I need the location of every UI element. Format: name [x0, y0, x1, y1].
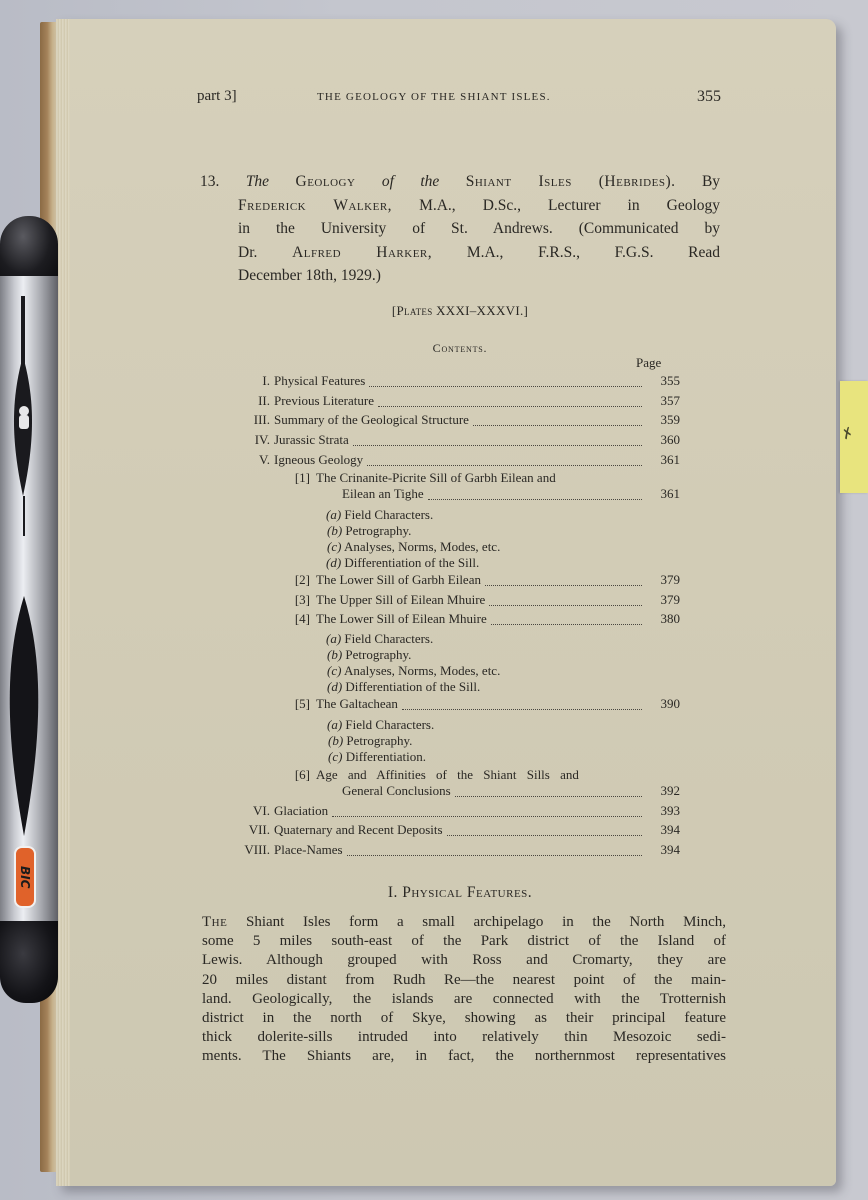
body-line: district in the north of Skye, showing as their principal feature [202, 1010, 726, 1027]
toc-entry: [5] The Galtachean 390 [294, 696, 680, 711]
part-label: part 3] [197, 88, 237, 104]
body-line: 20 miles distant from Rudh Re—the nearest point of the main- [202, 971, 726, 988]
body-line: ments. The Shiants are, in fact, the northernmost representatives [202, 1048, 726, 1065]
toc-entry: VII. Quaternary and Recent Deposits 394 [248, 822, 680, 837]
toc-subentry: (b) Petrography. [327, 647, 412, 662]
leader-dots [473, 425, 642, 426]
toc-subentry: (b) Petrography. [328, 733, 413, 748]
handwritten-mark: ✗ [839, 424, 857, 444]
page-number: 355 [697, 88, 721, 105]
body-line: The Shiant Isles form a small archipelago in the North Minch, [202, 914, 726, 930]
toc-subentry: (a) Field Characters. [326, 631, 434, 646]
body-line: thick dolerite-sills intruded into relatively thin Mesozoic sedi- [202, 1029, 726, 1046]
leader-dots [347, 855, 642, 856]
toc-entry: [4] The Lower Sill of Eilean Mhuire 380 [294, 611, 680, 626]
pen-grip-icon [4, 596, 44, 836]
ballpoint-pen [0, 216, 60, 1002]
toc-subentry: (c) Differentiation. [328, 749, 426, 764]
body-paragraph [202, 913, 726, 1067]
leader-dots [353, 445, 642, 446]
toc-entry: II. Previous Literature 357 [258, 393, 680, 408]
toc-subentry: (a) Field Characters. [326, 507, 434, 522]
leader-dots [367, 465, 642, 466]
toc-entry: [3] The Upper Sill of Eilean Mhuire 379 [294, 592, 680, 607]
toc-subentry: (d) Differentiation of the Sill. [327, 679, 481, 694]
contents-heading: Contents. [432, 341, 488, 355]
title-line-4: Dr. Alfred Harker, M.A., F.R.S., F.G.S. Read [238, 243, 720, 261]
plates-reference: [Plates XXXI–XXXVI.] [391, 303, 529, 318]
sticky-note [840, 381, 868, 493]
title-line-3: in the University of St. Andrews. (Communicated by [238, 220, 720, 237]
communicator-name: Alfred Harker, [292, 243, 433, 261]
body-line: land. Geologically, the islands are connected with the Trotternish [202, 990, 726, 1007]
lead-word: The [202, 914, 228, 930]
leader-dots [491, 624, 642, 625]
toc-entry: [1] The Crinanite-Picrite Sill of Garbh Eilean and [294, 470, 556, 485]
toc-entry: VIII. Place-Names 394 [244, 842, 680, 857]
toc-entry: III. Summary of the Geological Structure 359 [253, 412, 680, 427]
toc-entry: VI. Glaciation 393 [253, 803, 680, 818]
toc-entry: [6] Age and Affinities of the Shiant Sills and [294, 767, 579, 782]
title-line-1: 13. The Geology of the Shiant Isles (Hebrides). By [200, 173, 721, 190]
running-title: THE GEOLOGY OF THE SHIANT ISLES. [317, 91, 551, 103]
leader-dots [489, 605, 642, 606]
pen-cap [0, 216, 58, 284]
leader-dots [402, 709, 642, 710]
leader-dots [485, 585, 642, 586]
page-column-header: Page [636, 355, 662, 370]
leader-dots [369, 386, 642, 387]
toc-entry: V. Igneous Geology 361 [259, 452, 680, 467]
pen-clip-icon [10, 296, 36, 536]
toc-entry: IV. Jurassic Strata 360 [254, 432, 680, 447]
author-name: Frederick Walker, [238, 196, 393, 214]
toc-entry-continued: Eilean an Tighe 361 [342, 486, 680, 501]
title-line-5: December 18th, 1929.) [238, 267, 381, 284]
article-title-block [200, 170, 720, 288]
body-line: some 5 miles south-east of the Park district of the Island of [202, 933, 726, 950]
bic-logo: BIC [14, 846, 36, 908]
section-heading: I. Physical Features. [387, 884, 533, 901]
body-line: Lewis. Although grouped with Ross and Cromarty, they are [202, 952, 726, 969]
leader-dots [332, 816, 642, 817]
pen-end-cap [0, 921, 58, 1003]
toc-subentry: (c) Analyses, Norms, Modes, etc. [327, 539, 501, 554]
toc-subentry: (b) Petrography. [327, 523, 412, 538]
toc-subentry: (c) Analyses, Norms, Modes, etc. [327, 663, 501, 678]
toc-entry: [2] The Lower Sill of Garbh Eilean 379 [294, 572, 680, 587]
toc-subentry: (a) Field Characters. [327, 717, 435, 732]
leader-dots [447, 835, 642, 836]
running-head [197, 88, 721, 112]
leader-dots [428, 499, 642, 500]
toc-entry: I. Physical Features 355 [262, 373, 680, 388]
leader-dots [455, 796, 642, 797]
toc-entry-continued: General Conclusions 392 [342, 783, 680, 798]
article-number: 13. [200, 173, 220, 190]
title-line-2: Frederick Walker, M.A., D.Sc., Lecturer in Geology [238, 196, 721, 214]
leader-dots [378, 406, 642, 407]
toc-subentry: (d) Differentiation of the Sill. [326, 555, 480, 570]
